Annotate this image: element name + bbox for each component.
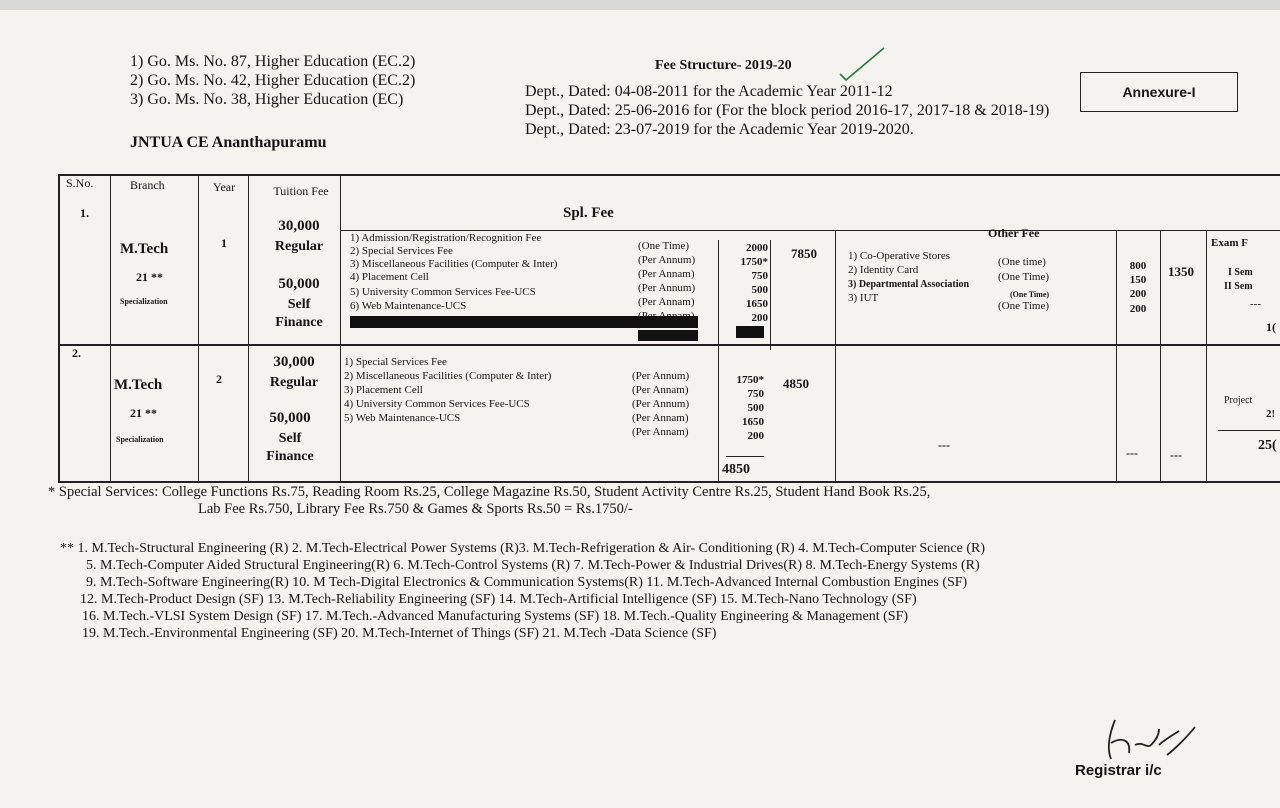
header-exam-fee: Exam F (1211, 237, 1248, 249)
row1-exam-line: I Sem (1228, 267, 1253, 278)
row2-branch-sub: 21 ** (130, 406, 157, 420)
row2-other-dash: --- (1170, 448, 1182, 462)
other-item-amount: 200 (1129, 303, 1147, 315)
spl-item-period: (Per Annam) (638, 268, 695, 280)
spl-item-amount: 500 (751, 284, 768, 296)
row1-other-total: 1350 (1168, 264, 1194, 279)
other-item-period: (One Time) (998, 271, 1050, 283)
checkmark-icon (838, 44, 888, 84)
spl-item-amount: 1650 (746, 298, 768, 310)
row1-spl-total: 7850 (791, 246, 817, 261)
spl-item-period: (Per Annum) (632, 370, 690, 382)
spl-item-label: 6) Web Maintenance-UCS (350, 300, 467, 312)
row1-exam-line: II Sem (1224, 281, 1253, 292)
row2-branch-note: Specialization (116, 435, 164, 444)
spl-item-period: (Per Annam) (632, 426, 689, 438)
registrar-signature: Registrar i/c (1075, 762, 1162, 779)
row2-tuition-self: Self (278, 431, 302, 446)
row1-sno: 1. (80, 206, 89, 220)
dept-date-item: Dept., Dated: 23-07-2019 for the Academic Year 2019-2020. (525, 121, 914, 138)
header-spl-fee: Spl. Fee (563, 205, 614, 221)
spl-item-period: (Per Annum) (632, 398, 690, 410)
specialization-line: 5. M.Tech-Computer Aided Structural Engineering(R) 6. M.Tech-Control Systems (R) 7. M.Tech-Power & Industrial Drives(R) 8. M.Tech-Energy Systems (R) (86, 558, 980, 573)
row2-tuition-self-amount: 50,000 (269, 410, 311, 426)
row1-branch-note: Specialization (120, 297, 168, 306)
header-other-fee: Other Fee (988, 226, 1040, 240)
spl-item-period: (One Time) (638, 240, 690, 252)
spl-item-amount: 200 (747, 430, 764, 442)
row2-other-dash: --- (938, 438, 950, 452)
spl-item-period: (Per Annam) (632, 384, 689, 396)
dept-date-item: Dept., Dated: 04-08-2011 for the Academic Year 2011-12 (525, 83, 893, 100)
row1-year: 1 (221, 236, 227, 250)
other-item-amount: 150 (1129, 274, 1147, 286)
other-item-period: (One Time) (1010, 290, 1050, 299)
signature-icon (1095, 715, 1215, 765)
spl-item-label: 2) Special Services Fee (350, 245, 453, 257)
spl-item-period: (Per Annum) (638, 254, 696, 266)
row1-tuition-self: Self (287, 297, 311, 312)
specialization-line: 12. M.Tech-Product Design (SF) 13. M.Tech-Reliability Engineering (SF) 14. M.Tech-Artificial Intelligence (SF) 15. M.Tech-Nano Technology (SF) (80, 592, 917, 607)
spl-item-label: 3) Miscellaneous Facilities (Computer & Inter) (350, 258, 558, 270)
row2-exam-line: Project (1224, 395, 1253, 406)
spl-item-amount: 1750* (740, 256, 768, 268)
go-order-item: 3) Go. Ms. No. 38, Higher Education (EC) (130, 91, 404, 108)
spl-item-label: 4) University Common Services Fee-UCS (344, 398, 530, 410)
other-item-period: (One time) (998, 256, 1046, 268)
row2-exam-line: 2! (1266, 408, 1276, 420)
row1-branch-sub: 21 ** (136, 270, 163, 284)
special-services-note (48, 484, 930, 518)
redacted-line (350, 316, 698, 328)
spl-item-label: 3) Placement Cell (344, 384, 423, 396)
specialization-line: 16. M.Tech.-VLSI System Design (SF) 17. M.Tech.-Advanced Manufacturing Systems (SF) 18. M.Tech.-Quality Engineering & Management (SF) (82, 609, 909, 624)
annexure-box: Annexure-I (1080, 72, 1238, 112)
spl-item-label: 1) Admission/Registration/Recognition Fee (350, 232, 542, 244)
spl-item-amount: 1650 (742, 416, 764, 428)
go-order-item: 2) Go. Ms. No. 42, Higher Education (EC.2) (130, 72, 416, 89)
dept-dates-list (525, 82, 1049, 139)
spl-item-period: (Per Annam) (632, 412, 689, 424)
other-item-amount: 800 (1129, 260, 1147, 272)
college-name: JNTUA CE Ananthapuramu (130, 134, 327, 151)
other-item-label: 3) Departmental Association (848, 279, 970, 290)
page-title: Fee Structure- 2019-20 (655, 58, 792, 73)
spl-item-amount: 200 (751, 312, 768, 324)
row1-branch: M.Tech (120, 241, 169, 257)
row2-tuition-regular-amount: 30,000 (273, 354, 315, 370)
other-item-amount: 200 (1129, 288, 1147, 300)
go-order-item: 1) Go. Ms. No. 87, Higher Education (EC.2) (130, 53, 416, 70)
spl-item-amount: 750 (751, 270, 768, 282)
spl-item-period: (Per Annum) (638, 282, 696, 294)
row2-other-dash: --- (1126, 446, 1138, 460)
header-tuition: Tuition Fee (273, 184, 329, 198)
other-item-period: (One Time) (998, 300, 1050, 312)
specialization-line: ** 1. M.Tech-Structural Engineering (R) 2. M.Tech-Electrical Power Systems (R)3. M.Tech-Refrigeration & Air- Conditioning (R) 4. M.Tech-Computer Science (R) (60, 541, 986, 556)
row1-tuition-regular-amount: 30,000 (278, 218, 320, 234)
specialization-line: 19. M.Tech.-Environmental Engineering (SF) 20. M.Tech-Internet of Things (SF) 21. M.Tech -Data Science (SF) (82, 626, 717, 641)
header-year: Year (213, 180, 236, 194)
other-item-label: 2) Identity Card (848, 264, 919, 276)
row1-exam-line: --- (1250, 298, 1261, 310)
spl-item-amount: 1750* (736, 374, 764, 386)
spl-item-amount: 750 (747, 388, 764, 400)
other-item-label: 1) Co-Operative Stores (848, 250, 951, 262)
row2-spl-total: 4850 (783, 376, 809, 391)
row2-branch: M.Tech (114, 377, 163, 393)
redacted-amount (736, 326, 764, 338)
spl-item-label: 1) Special Services Fee (344, 356, 447, 368)
header-sno: S.No. (66, 176, 94, 190)
special-services-line: Lab Fee Rs.750, Library Fee Rs.750 & Games & Sports Rs.50 = Rs.1750/- (198, 501, 633, 517)
redacted-line (638, 330, 698, 341)
specializations-list (60, 540, 985, 642)
row2-tuition-finance: Finance (266, 449, 314, 464)
header-branch: Branch (130, 178, 165, 192)
fee-table (58, 174, 1280, 482)
row1-tuition-self-amount: 50,000 (278, 276, 320, 292)
row2-exam-line: 25( (1258, 438, 1277, 453)
spl-item-label: 2) Miscellaneous Facilities (Computer & Inter) (344, 370, 552, 382)
special-services-line: * Special Services: College Functions Rs.75, Reading Room Rs.25, College Magazine Rs.50, Student Activity Centre Rs.25, Student Hand Book Rs.25, (48, 484, 931, 500)
spl-item-amount: 500 (747, 402, 764, 414)
row2-year: 2 (216, 372, 222, 386)
spl-item-label: 4) Placement Cell (350, 271, 429, 283)
row2-spl-total-bottom: 4850 (722, 462, 750, 477)
spl-item-period: (Per Annam) (638, 296, 695, 308)
row1-tuition-finance: Finance (275, 315, 323, 330)
spl-item-label: 5) University Common Services Fee-UCS (350, 286, 536, 298)
row1-exam-line: 1( (1266, 320, 1276, 334)
spl-item-amount: 2000 (746, 242, 768, 254)
row2-tuition-regular: Regular (269, 375, 319, 390)
go-orders-list (130, 52, 415, 109)
scan-edge (0, 0, 1280, 10)
row1-tuition-regular: Regular (274, 239, 324, 254)
dept-date-item: Dept., Dated: 25-06-2016 for (For the block period 2016-17, 2017-18 & 2018-19) (525, 102, 1050, 119)
row2-sno: 2. (72, 346, 81, 360)
spl-item-label: 5) Web Maintenance-UCS (344, 412, 461, 424)
other-item-label: 3) IUT (848, 292, 879, 304)
specialization-line: 9. M.Tech-Software Engineering(R) 10. M Tech-Digital Electronics & Communication Systems(R) 11. M.Tech-Advanced Internal Combustion Engines (SF) (86, 575, 968, 590)
